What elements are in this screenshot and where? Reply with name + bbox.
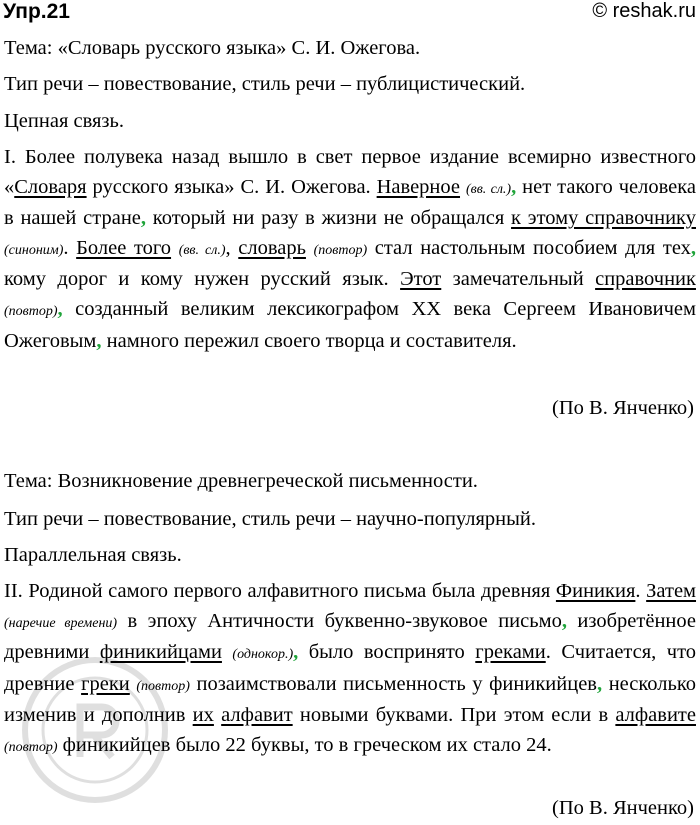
text1-speech-type: Тип речи – повествование, стиль речи – публицистический.: [4, 73, 526, 95]
text2-author: (По В. Янченко): [552, 797, 694, 819]
highlighted-comma: ,: [511, 175, 517, 198]
annotation: (повтор): [313, 242, 368, 258]
underlined-word: Более того: [76, 236, 172, 259]
annotation: (вв. сл.): [178, 242, 226, 258]
underlined-word: Словаря: [14, 175, 87, 198]
highlighted-comma: ,: [140, 207, 147, 230]
underlined-word: Финикия: [555, 580, 636, 602]
underlined-word: алфавите: [615, 704, 696, 727]
underlined-word: словарь: [238, 236, 306, 259]
highlighted-comma: ,: [561, 609, 567, 632]
text2-speech-type: Тип речи – повествование, стиль речи – научно-популярный.: [4, 508, 537, 530]
underlined-word: греки: [81, 672, 130, 695]
annotation: (вв. сл.): [465, 181, 512, 197]
site-copyright[interactable]: © reshak.ru: [592, 0, 696, 22]
reshak-logo-watermark-icon: [20, 655, 170, 805]
annotation: (наречие времени): [4, 615, 118, 631]
highlighted-comma: ,: [690, 236, 697, 259]
highlighted-comma: ,: [57, 297, 63, 320]
highlighted-comma: ,: [596, 672, 603, 695]
annotation: (однокор.): [232, 647, 294, 663]
highlighted-comma: ,: [96, 329, 102, 352]
underlined-word: греками: [475, 641, 546, 664]
exercise-number: Упр.21: [3, 0, 70, 23]
annotation: (повтор): [4, 739, 58, 755]
underlined-word: справочник: [595, 268, 696, 291]
underlined-word: Затем: [646, 580, 697, 602]
underlined-word: Наверное: [376, 175, 461, 198]
text2-paragraph: II. Родиной самого первого алфавитного письма была древняя Финикия. Затем (наречие времени) в эпоху Античности буквенно-звуковое письмо, изобретённое древними финикийцами (однокор.), было воспринято греками. Считается, что древние греки (повтор) позаимствовали письменность у финикийцев, несколько изменив и дополнив их алфавит новыми буквами. При этом если в алфавите (повтор) финикийцев было 22 буквы, то в греческом их стало 24.: [4, 580, 697, 756]
underlined-word: алфавит: [221, 704, 293, 727]
text1-author: (По В. Янченко): [552, 397, 694, 419]
text1-topic: Тема: «Словарь русского языка» С. И. Ожегова.: [4, 37, 421, 59]
page-header: [0, 0, 700, 28]
text2-link-type: Параллельная связь.: [4, 544, 182, 566]
highlighted-comma: ,: [293, 641, 299, 664]
annotation: (повтор): [136, 678, 190, 694]
underlined-word: к этому справочнику: [511, 207, 696, 230]
text2-topic: Тема: Возникновение древнегреческой письменности.: [4, 470, 478, 492]
annotation: (синоним): [4, 242, 64, 258]
text1-link-type: Цепная связь.: [4, 110, 125, 132]
underlined-word: Этот: [400, 268, 442, 291]
underlined-word: финикийцами: [99, 641, 222, 664]
annotation: (повтор): [4, 303, 58, 319]
text1-paragraph: I. Более полувека назад вышло в свет первое издание всемирно известного «Словаря русского языка» С. И. Ожегова. Наверное (вв. сл.), нет такого человека в нашей стране, который ни разу в жизни не обращался к этому справочнику (синоним). Более того (вв. сл.), словарь (повтор) стал настольным пособием для тех, кому дорог и кому нужен русский язык. Этот замечательный справочник (повтор), созданный великим лексикографом XX века Сергеем Ивановичем Ожеговым, намного пережил своего творца и составителя.: [4, 146, 697, 352]
underlined-word: их: [192, 704, 214, 727]
